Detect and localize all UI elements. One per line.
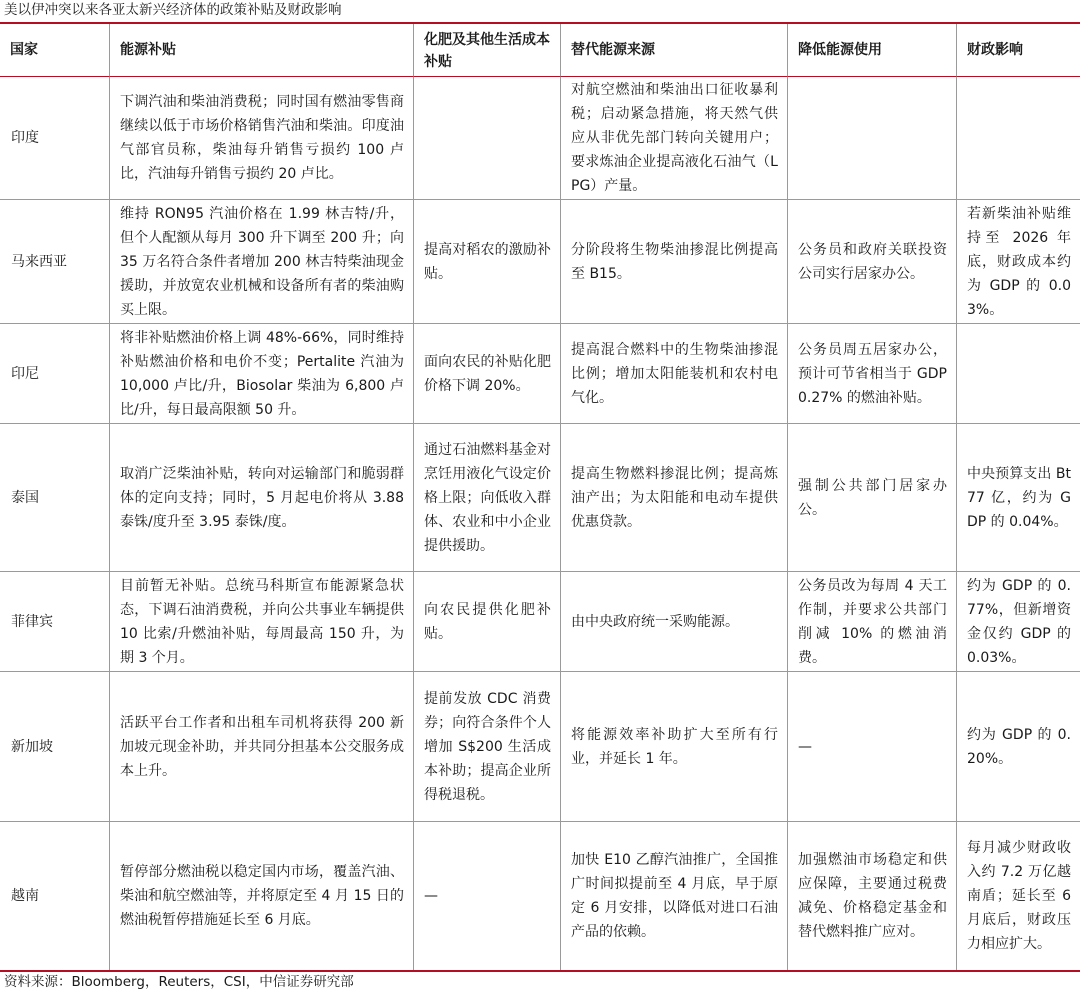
cell-country: 新加坡 <box>0 672 109 822</box>
cell-energy: 取消广泛柴油补贴，转向对运输部门和脆弱群体的定向支持；同时，5 月起电价将从 3.88 泰铢/度升至 3.95 泰铢/度。 <box>109 424 413 572</box>
table-row <box>0 200 1080 324</box>
cell-country: 菲律宾 <box>0 572 109 672</box>
cell-alternative: 将能源效率补助扩大至所有行业，并延长 1 年。 <box>560 672 787 822</box>
cell-alternative: 由中央政府统一采购能源。 <box>560 572 787 672</box>
cell-energy: 下调汽油和柴油消费税；同时国有燃油零售商继续以低于市场价格销售汽油和柴油。印度油气部官员称，柴油每升销售亏损约 100 卢比，汽油每升销售亏损约 20 卢比。 <box>109 77 413 200</box>
cell-fiscal: 中央预算支出 Bt77 亿，约为 GDP 的 0.04%。 <box>956 424 1080 572</box>
cell-fertilizer: 提高对稻农的激励补贴。 <box>413 200 560 324</box>
table-row <box>0 77 1080 200</box>
cell-alternative: 提高混合燃料中的生物柴油掺混比例；增加太阳能装机和农村电气化。 <box>560 324 787 424</box>
cell-fertilizer <box>413 77 560 200</box>
cell-reduce: — <box>787 672 956 822</box>
cell-fiscal: 若新柴油补贴维持至 2026 年底，财政成本约为 GDP 的 0.03%。 <box>956 200 1080 324</box>
header-fertilizer-subsidy: 化肥及其他生活成本补贴 <box>413 24 560 77</box>
cell-country: 马来西亚 <box>0 200 109 324</box>
cell-fertilizer: 面向农民的补贴化肥价格下调 20%。 <box>413 324 560 424</box>
cell-reduce: 强制公共部门居家办公。 <box>787 424 956 572</box>
cell-country: 印度 <box>0 77 109 200</box>
cell-reduce: 公务员周五居家办公，预计可节省相当于 GDP 0.27% 的燃油补贴。 <box>787 324 956 424</box>
cell-reduce: 公务员和政府关联投资公司实行居家办公。 <box>787 200 956 324</box>
cell-fiscal: 约为 GDP 的 0.77%，但新增资金仅约 GDP 的 0.03%。 <box>956 572 1080 672</box>
table-header-row <box>0 24 1080 77</box>
cell-reduce: 加强燃油市场稳定和供应保障，主要通过税费减免、价格稳定基金和替代燃料推广应对。 <box>787 822 956 970</box>
header-energy-subsidy: 能源补贴 <box>109 24 413 77</box>
cell-fertilizer: 通过石油燃料基金对烹饪用液化气设定价格上限；向低收入群体、农业和中小企业提供援助。 <box>413 424 560 572</box>
cell-energy: 将非补贴燃油价格上调 48%-66%，同时维持补贴燃油价格和电价不变；Pertalite 汽油为 10,000 卢比/升，Biosolar 柴油为 6,800 卢比/升，每日最高限额 50 升。 <box>109 324 413 424</box>
cell-fertilizer: — <box>413 822 560 970</box>
cell-alternative: 对航空燃油和柴油出口征收暴利税；启动紧急措施，将天然气供应从非优先部门转向关键用户；要求炼油企业提高液化石油气（LPG）产量。 <box>560 77 787 200</box>
cell-reduce: 公务员改为每周 4 天工作制，并要求公共部门削减 10% 的燃油消费。 <box>787 572 956 672</box>
cell-country: 泰国 <box>0 424 109 572</box>
cell-energy: 活跃平台工作者和出租车司机将获得 200 新加坡元现金补助，并共同分担基本公交服务成本上升。 <box>109 672 413 822</box>
header-fiscal-impact: 财政影响 <box>956 24 1080 77</box>
cell-energy: 目前暂无补贴。总统马科斯宣布能源紧急状态，下调石油消费税，并向公共事业车辆提供 10 比索/升燃油补贴，每周最高 150 升，为期 3 个月。 <box>109 572 413 672</box>
table-row <box>0 572 1080 672</box>
cell-fiscal <box>956 77 1080 200</box>
cell-fertilizer: 提前发放 CDC 消费券；向符合条件个人增加 S$200 生活成本补助；提高企业所得税退税。 <box>413 672 560 822</box>
cell-fiscal: 每月减少财政收入约 7.2 万亿越南盾；延长至 6 月底后，财政压力相应扩大。 <box>956 822 1080 970</box>
cell-country: 越南 <box>11 888 39 904</box>
table-title: 美以伊冲突以来各亚太新兴经济体的政策补贴及财政影响 <box>4 2 342 18</box>
table-row <box>0 672 1080 822</box>
cell-alternative: 提高生物燃料掺混比例；提高炼油产出；为太阳能和电动车提供优惠贷款。 <box>560 424 787 572</box>
table-row <box>0 324 1080 424</box>
header-reduce-energy: 降低能源使用 <box>787 24 956 77</box>
cell-fiscal <box>956 324 1080 424</box>
header-country: 国家 <box>0 24 109 77</box>
cell-reduce <box>787 77 956 200</box>
cell-fiscal: 约为 GDP 的 0.20%。 <box>956 672 1080 822</box>
header-alternative-energy: 替代能源来源 <box>560 24 787 77</box>
policy-table <box>0 22 1080 972</box>
cell-energy: 暂停部分燃油税以稳定国内市场，覆盖汽油、柴油和航空燃油等，并将原定至 4 月 15 日的燃油税暂停措施延长至 6 月底。 <box>109 822 413 970</box>
cell-alternative: 加快 E10 乙醇汽油推广，全国推广时间拟提前至 4 月底，早于原定 6 月安排，以降低对进口石油产品的依赖。 <box>560 822 787 970</box>
table-row <box>0 822 1080 970</box>
cell-country: 印尼 <box>0 324 109 424</box>
cell-alternative: 分阶段将生物柴油掺混比例提高至 B15。 <box>560 200 787 324</box>
cell-energy: 维持 RON95 汽油价格在 1.99 林吉特/升，但个人配额从每月 300 升下调至 200 升；向 35 万名符合条件者增加 200 林吉特柴油现金援助，并放宽农业机械和设备所有者的柴油购买上限。 <box>109 200 413 324</box>
source-note: 资料来源：Bloomberg，Reuters，CSI，中信证券研究部 <box>4 974 354 990</box>
table-row <box>0 424 1080 572</box>
cell-fertilizer: 向农民提供化肥补贴。 <box>413 572 560 672</box>
